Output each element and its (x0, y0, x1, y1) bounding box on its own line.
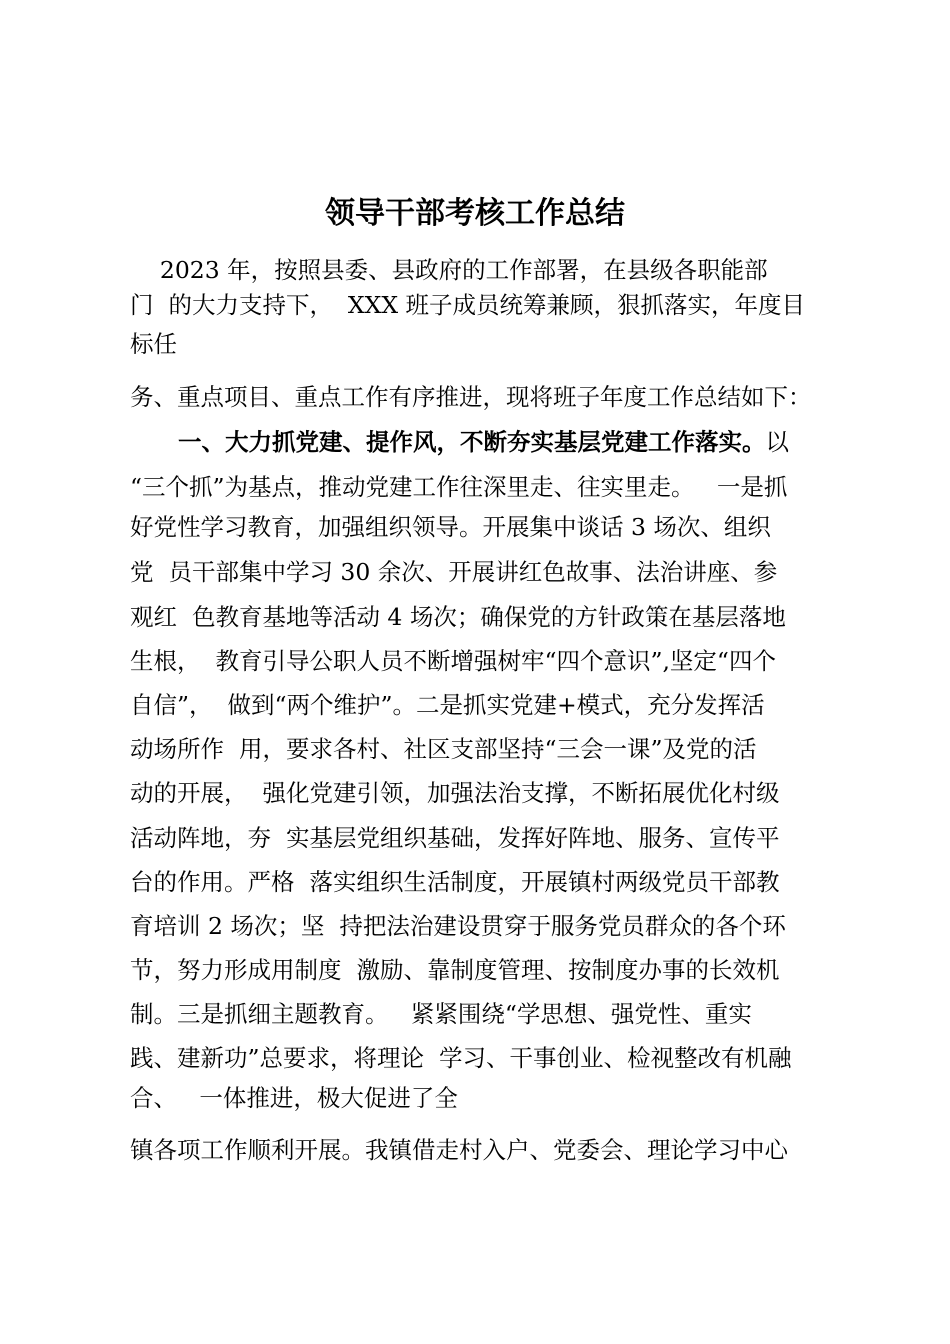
text-line: 育培训 2 场次；坚 持把法治建设贯穿于服务党员群众的各个环 (130, 912, 786, 940)
text-line: 节，努力形成用制度 激励、靠制度管理、按制度办事的长效机 (130, 956, 780, 984)
text-line: 活动阵地，夯 实基层党组织基础，发挥好阵地、服务、宣传平 (130, 824, 780, 852)
text-line: 生根， 教育引导公职人员不断增强树牢“四个意识”,坚定“四个 (130, 647, 776, 675)
text-line: 台的作用。严格 落实组织生活制度，开展镇村两级党员干部教 (130, 868, 780, 896)
text-line: 合、 一体推进，极大促进了全 (130, 1084, 458, 1112)
text-line: 制。三是抓细主题教育。 紧紧围绕“学思想、强党性、重实 (130, 1000, 752, 1028)
text-line: 好党性学习教育，加强组织领导。开展集中谈话 3 场次、组织 (130, 513, 771, 541)
text-line: 镇各项工作顺利开展。我镇借走村入户、党委会、理论学习中心 (130, 1136, 788, 1164)
text-line: 动场所作 用，要求各村、社区支部坚持“三会一课”及党的活 (130, 735, 757, 763)
text-line: 践、建新功”总要求，将理论 学习、干事创业、检视整改有机融 (130, 1044, 792, 1072)
text-line: 门 的大力支持下， XXX 班子成员统筹兼顾，狠抓落实，年度目 (130, 291, 806, 319)
text-line: “三个抓”为基点，推动党建工作往深里走、往实里走。 一是抓 (130, 473, 788, 501)
document-title: 领导干部考核工作总结 (325, 196, 625, 231)
text-line: 标任 (130, 330, 177, 358)
text-line: 观红 色教育基地等活动 4 场次；确保党的方针政策在基层落地 (130, 603, 786, 631)
text-line: 动的开展， 强化党建引领，加强法治支撑，不断拓展优化村级 (130, 779, 780, 807)
section-heading-tail: 以 (765, 428, 789, 456)
text-line: 自信”， 做到“两个维护”。二是抓实党建+模式，充分发挥活 (130, 691, 765, 719)
text-line: 务、重点项目、重点工作有序推进，现将班子年度工作总结如下： (130, 383, 812, 411)
text-line: 党 员干部集中学习 30 余次、开展讲红色故事、法治讲座、参 (130, 558, 778, 586)
section-heading-line (178, 427, 789, 457)
text-line: 2023 年，按照县委、县政府的工作部署，在县级各职能部 (130, 256, 768, 284)
section-heading: 一、大力抓党建、提作风，不断夯实基层党建工作落实。 (178, 428, 766, 456)
